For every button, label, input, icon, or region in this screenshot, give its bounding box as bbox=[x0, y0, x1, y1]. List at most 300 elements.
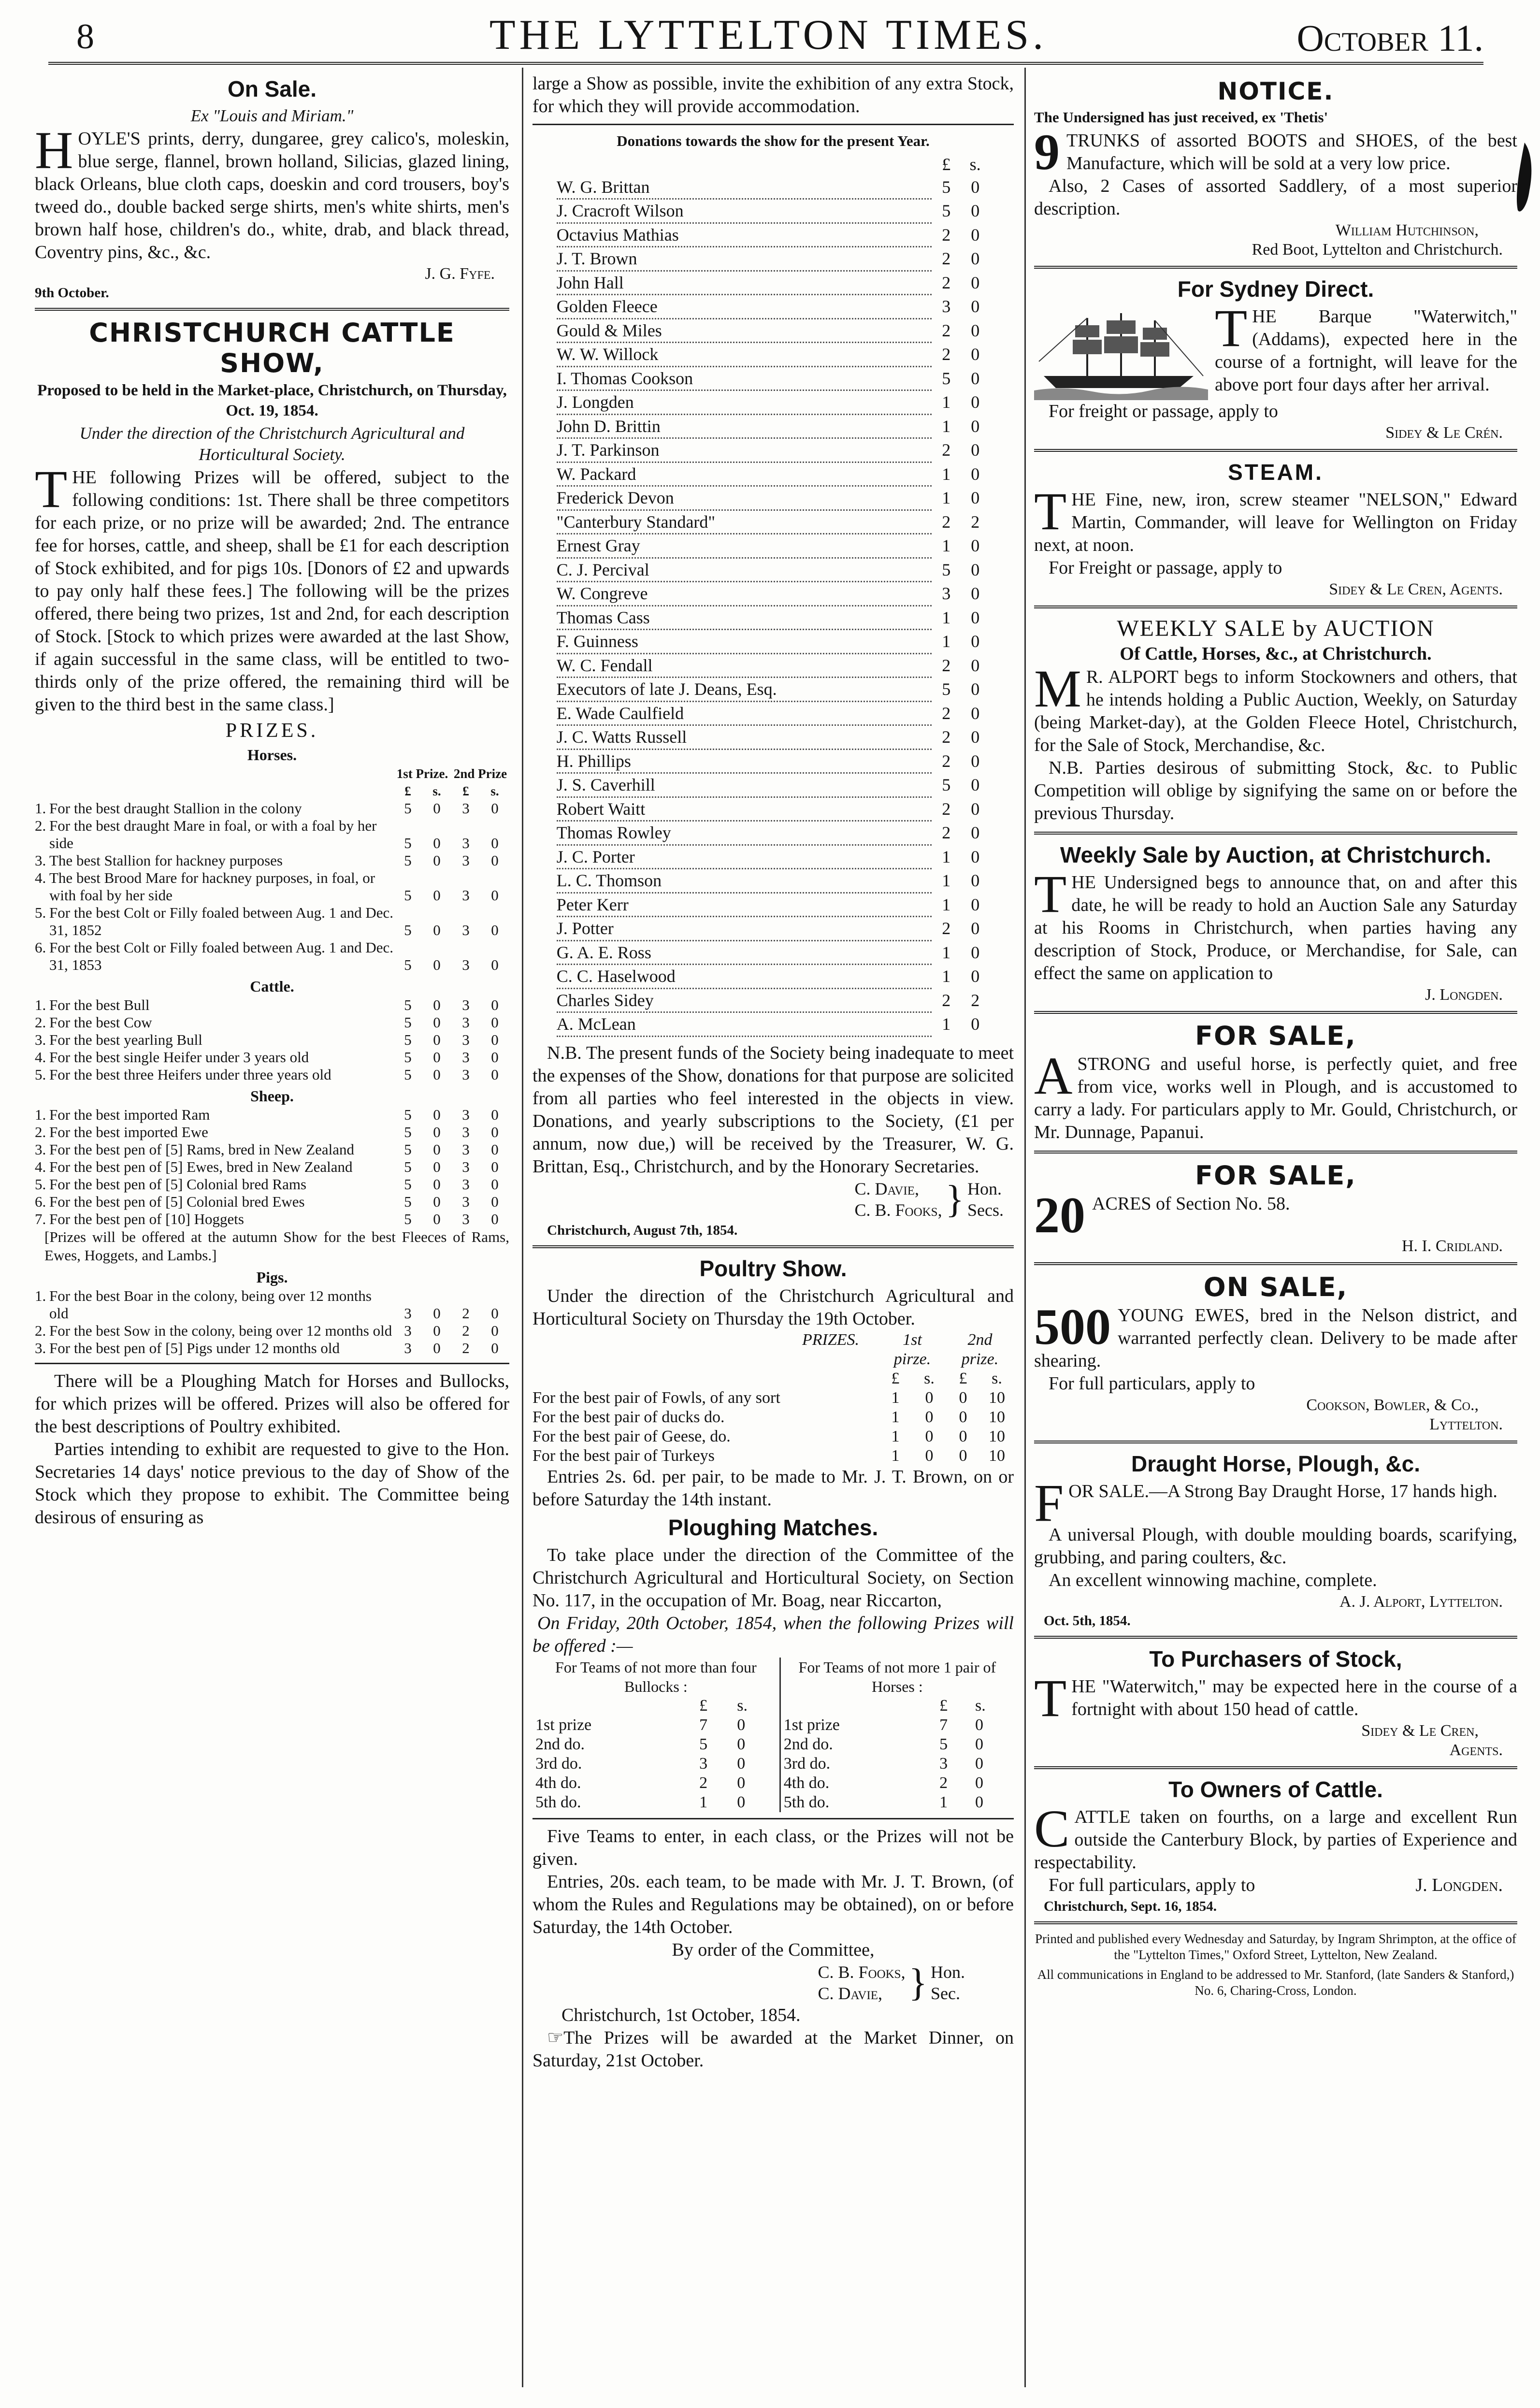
donation-pounds: 1 bbox=[942, 392, 951, 412]
first-prize-pounds: 5 bbox=[404, 1031, 412, 1048]
sydney-body: THE Barque "Waterwitch," (Addams), expected here in the course of a fortnight, will leave for the above port four days after her arrival. bbox=[1034, 305, 1517, 396]
donation-row bbox=[557, 582, 990, 606]
prizes-awarded-note: ☞The Prizes will be awarded at the Market Dinner, on Saturday, 21st October. bbox=[533, 2027, 1014, 2071]
donation-row bbox=[557, 749, 990, 773]
second-prize-shillings: 0 bbox=[491, 1124, 499, 1140]
donation-pounds: 1 bbox=[942, 464, 951, 484]
donation-row bbox=[557, 701, 990, 725]
first-prize-shillings: 0 bbox=[433, 1066, 441, 1083]
bullock-prize-shillings: 0 bbox=[737, 1793, 746, 1811]
first-prize-pounds: 3 bbox=[404, 1305, 412, 1322]
prize-row bbox=[35, 817, 509, 852]
prize-number: 4. bbox=[35, 869, 46, 886]
first-prize-pounds: 5 bbox=[404, 922, 412, 938]
donor-name: E. Wade Caulfield bbox=[557, 701, 932, 725]
donation-shillings: 0 bbox=[971, 177, 980, 197]
prize-row bbox=[35, 800, 509, 817]
prize-number: 2. bbox=[35, 817, 46, 834]
prize-description: For the best imported Ram bbox=[49, 1106, 210, 1123]
prize-number: 2. bbox=[35, 1014, 46, 1031]
prize-row bbox=[35, 996, 509, 1014]
second-prize-shillings: 0 bbox=[491, 956, 499, 973]
second-prize-shillings: 0 bbox=[491, 922, 499, 938]
donation-row bbox=[557, 821, 990, 845]
poultry-intro: Under the direction of the Christchurch Agricultural and Horticultural Society on Thursday the 19th October. bbox=[533, 1285, 1014, 1329]
auction-signature: J. Longden. bbox=[1425, 986, 1503, 1004]
prize-number: 2. bbox=[35, 1124, 46, 1140]
donations-heading: Donations towards the show for the present Year. bbox=[617, 132, 930, 149]
for-sale-heading-2: FOR SALE, bbox=[1195, 1160, 1356, 1191]
bullock-prize-shillings: 0 bbox=[737, 1774, 746, 1792]
steam-signature: Sidey & Le Cren, Agents. bbox=[1329, 580, 1503, 598]
donation-pounds: 2 bbox=[942, 345, 951, 364]
donation-shillings: 0 bbox=[971, 703, 980, 723]
on-sale-ewes-place: Lyttelton. bbox=[1429, 1415, 1503, 1433]
divider bbox=[533, 124, 1014, 125]
horses-table: 1st Prize. 2nd Prize £ s. £ s. 1. For the best draught Stallion in the colony 5 0 3 0 2. For the best draught Mare in foal, or with a foal by her side 5 0 3 0 3. The best Stallion for hackney purposes 5 0 3 0 4. The best Brood Mare for hackney purposes, in foal, or with foal by her side 5 0 3 0 5. For the best Colt or Filly foaled between Aug. 1 and Dec. 31, 1852 5 0 3 0 6. For the best Colt or Filly foaled between Aug. 1 and Dec. 31, 1853 5 0 3 0 bbox=[35, 765, 509, 974]
horse-prize-label: 1st prize bbox=[780, 1716, 936, 1735]
prize-description: For the best pen of [10] Hoggets bbox=[49, 1211, 244, 1227]
donation-pounds: 5 bbox=[942, 177, 951, 197]
on-sale-ewes-signature: Cookson, Bowler, & Co., bbox=[1306, 1396, 1479, 1414]
divider bbox=[1034, 1766, 1517, 1769]
donation-row bbox=[557, 247, 990, 271]
prize-description: For the best single Heifer under 3 years old bbox=[49, 1049, 309, 1066]
donor-name: F. Guinness bbox=[557, 630, 932, 654]
prize-number: 3. bbox=[35, 1141, 46, 1158]
donation-row bbox=[557, 438, 990, 462]
second-prize-shillings: 0 bbox=[491, 1066, 499, 1083]
notice-also: Also, 2 Cases of assorted Saddlery, of a most superior description. bbox=[1034, 176, 1517, 219]
bullock-prize-label: 5th do. bbox=[535, 1793, 581, 1811]
pointing-hand-icon: ☞ bbox=[547, 2027, 564, 2048]
second-prize-pounds: 0 bbox=[959, 1388, 967, 1407]
donor-name: Thomas Cass bbox=[557, 606, 932, 630]
donor-name: C. J. Percival bbox=[557, 558, 932, 582]
donation-pounds: 3 bbox=[942, 297, 951, 316]
second-prize-pounds: 3 bbox=[462, 1049, 470, 1066]
first-prize-shillings: 0 bbox=[433, 1014, 441, 1031]
draught-horse-body: FOR SALE.—A Strong Bay Draught Horse, 17 hands high. bbox=[1034, 1473, 1497, 1532]
donation-pounds: 2 bbox=[942, 990, 951, 1010]
first-prize-pounds: 5 bbox=[404, 1124, 412, 1140]
second-prize-shillings: 0 bbox=[491, 1193, 499, 1210]
column-divider bbox=[522, 68, 523, 2387]
on-sale-heading: On Sale. bbox=[227, 76, 317, 101]
fleece-note: [Prizes will be offered at the autumn Show for the best Fleeces of Rams, Ewes, Hoggets, and Lambs.] bbox=[44, 1228, 509, 1264]
donation-row bbox=[557, 390, 990, 415]
first-prize-shillings: 0 bbox=[433, 835, 441, 851]
bullock-prize-shillings: 0 bbox=[737, 1735, 746, 1753]
pigs-heading: Pigs. bbox=[256, 1269, 288, 1286]
donor-name: G. A. E. Ross bbox=[557, 940, 932, 965]
prize-description: For the best Colt or Filly foaled between Aug. 1 and Dec. 31, 1853 bbox=[49, 939, 394, 973]
first-prize-shillings: 0 bbox=[433, 1141, 441, 1158]
second-prize-shillings: 0 bbox=[491, 835, 499, 851]
second-prize-pounds: 3 bbox=[462, 1141, 470, 1158]
first-prize-shillings: 0 bbox=[433, 956, 441, 973]
first-prize-shillings: 0 bbox=[433, 887, 441, 904]
prize-row bbox=[35, 1158, 509, 1176]
donation-pounds: 2 bbox=[942, 440, 951, 460]
donation-pounds: 2 bbox=[942, 320, 951, 340]
donation-row bbox=[557, 988, 990, 1012]
first-prize-pounds: 5 bbox=[404, 996, 412, 1013]
second-prize-shillings: 0 bbox=[491, 1106, 499, 1123]
purchasers-body: THE "Waterwitch," may be expected here in the course of a fortnight with about 150 head of cattle. bbox=[1034, 1669, 1517, 1728]
ink-blot-icon bbox=[1515, 143, 1534, 215]
first-prize-pounds: 5 bbox=[404, 800, 412, 817]
donation-shillings: 0 bbox=[971, 345, 980, 364]
second-prize-shillings: 0 bbox=[491, 800, 499, 817]
donation-shillings: 0 bbox=[971, 273, 980, 292]
prize-number: 3. bbox=[35, 1340, 46, 1356]
prize-number: 5. bbox=[35, 1066, 46, 1083]
prize-number: 1. bbox=[35, 1106, 46, 1123]
poultry-row bbox=[533, 1427, 1014, 1446]
second-prize-pounds: 3 bbox=[462, 852, 470, 869]
donation-shillings: 0 bbox=[971, 584, 980, 603]
divider bbox=[1034, 266, 1517, 269]
prize-row bbox=[35, 939, 509, 974]
bullock-prize-pounds: 5 bbox=[699, 1735, 708, 1753]
donation-shillings: 0 bbox=[971, 799, 980, 819]
nb-date: Christchurch, August 7th, 1854. bbox=[547, 1222, 738, 1238]
donor-name: John D. Brittin bbox=[557, 414, 932, 438]
second-prize-shillings: 0 bbox=[491, 1305, 499, 1322]
donation-shillings: 0 bbox=[971, 560, 980, 579]
sheep-heading: Sheep. bbox=[250, 1087, 294, 1105]
cattle-heading: Cattle. bbox=[250, 978, 294, 995]
donation-row bbox=[557, 318, 990, 343]
prize-number: 1. bbox=[35, 800, 46, 817]
donation-shillings: 0 bbox=[971, 249, 980, 268]
donation-row bbox=[557, 630, 990, 654]
donor-name: W. C. Fendall bbox=[557, 653, 932, 678]
donor-name: Ernest Gray bbox=[557, 534, 932, 558]
first-prize-pounds: 5 bbox=[404, 1049, 412, 1066]
donor-name: Peter Kerr bbox=[557, 893, 932, 917]
for-sale-signature: H. I. Cridland. bbox=[1401, 1237, 1503, 1255]
first-prize-shillings: 0 bbox=[925, 1446, 934, 1465]
prize-description: For the best yearling Bull bbox=[49, 1031, 202, 1048]
column-2 bbox=[533, 72, 1014, 2392]
donation-shillings: 0 bbox=[971, 607, 980, 627]
donation-pounds: 5 bbox=[942, 560, 951, 579]
cattle-show-direction: Under the direction of the Christchurch Agricultural and Horticultural Society. bbox=[79, 424, 465, 464]
donation-shillings: 0 bbox=[971, 775, 980, 794]
cattle-show-body: THE following Prizes will be offered, subject to the following conditions: 1st. There shall be three competitors for each prize, or no prize will be awarded; 2nd. The entrance fee for horses, cattle, and sheep, shall be £1 for each description of Stock exhibited, and for pigs 10s. [Donors of £2 and upwards to pay only half these fees.] The following will be the prizes offered, there being two prizes, 1st and 2nd, for each description of Stock. [Stock to which prizes were awarded at the last Show, if again successful in the same class, will be entitled to two-thirds only of the prize offered, the remaining third will be given to the third best in the same class.] bbox=[35, 460, 509, 715]
first-prize-shillings: 0 bbox=[433, 800, 441, 817]
prize-description: For the best pen of [5] Colonial bred Rams bbox=[49, 1176, 307, 1193]
ploughing-row bbox=[533, 1793, 1014, 1812]
donor-name: J. C. Porter bbox=[557, 845, 932, 869]
donation-pounds: 5 bbox=[942, 201, 951, 220]
donor-name: Gould & Miles bbox=[557, 318, 932, 343]
second-prize-pounds: 3 bbox=[462, 1124, 470, 1140]
prize-description: For the best Bull bbox=[49, 996, 150, 1013]
notice-signature: William Hutchinson, bbox=[1335, 221, 1479, 239]
first-prize-shillings: 0 bbox=[433, 996, 441, 1013]
horse-prize-label: 3rd do. bbox=[780, 1754, 936, 1774]
first-prize-shillings: 0 bbox=[925, 1427, 934, 1445]
first-prize-shillings: 0 bbox=[925, 1408, 934, 1426]
donation-pounds: 1 bbox=[942, 1014, 951, 1034]
first-prize-shillings: 0 bbox=[433, 1124, 441, 1140]
purchasers-heading: To Purchasers of Stock, bbox=[1149, 1646, 1402, 1672]
poultry-row bbox=[533, 1446, 1014, 1466]
horse-prize-pounds: 2 bbox=[939, 1774, 948, 1792]
ploughing-entries: Entries, 20s. each team, to be made with Mr. J. T. Brown, (of whom the Rules and Regulations may be obtained), on or before Saturday, the 14th October. bbox=[533, 1871, 1014, 1937]
divider bbox=[1034, 606, 1517, 608]
second-prize-shillings: 0 bbox=[491, 1031, 499, 1048]
prize-number: 6. bbox=[35, 1193, 46, 1210]
donation-row bbox=[557, 534, 990, 558]
donation-shillings: 2 bbox=[971, 512, 980, 532]
first-prize-shillings: 0 bbox=[433, 852, 441, 869]
donation-shillings: 0 bbox=[971, 440, 980, 460]
donor-name: J. Potter bbox=[557, 917, 932, 941]
horse-prize-label: 4th do. bbox=[780, 1774, 936, 1793]
continued-paragraph: large a Show as possible, invite the exhibition of any extra Stock, for which they will provide accommodation. bbox=[533, 73, 1014, 116]
horse-prize-shillings: 0 bbox=[975, 1793, 984, 1811]
committee-signatures: C. B. Fooks, } Hon. C. Davie, Sec. bbox=[818, 1961, 965, 2004]
divider bbox=[35, 1363, 509, 1364]
donor-name: I. Thomas Cookson bbox=[557, 366, 932, 390]
england-communications: All communications in England to be addressed to Mr. Stanford, (late Sanders & Stanford,) No. 6, Charing-Cross, London. bbox=[1037, 1967, 1514, 1998]
first-prize-shillings: 0 bbox=[433, 1322, 441, 1339]
donor-name: "Canterbury Standard" bbox=[557, 510, 932, 534]
donation-row bbox=[557, 725, 990, 750]
second-prize-pounds: 0 bbox=[959, 1427, 967, 1445]
second-prize-pounds: 3 bbox=[462, 800, 470, 817]
donation-pounds: 1 bbox=[942, 632, 951, 651]
donor-name: W. Congreve bbox=[557, 582, 932, 606]
poultry-description: For the best pair of Turkeys bbox=[533, 1446, 715, 1465]
first-prize-shillings: 0 bbox=[433, 1340, 441, 1356]
donation-shillings: 0 bbox=[971, 392, 980, 412]
cattle-show-subtitle: Proposed to be held in the Market-place, Christchurch, on Thursday, Oct. 19, 1854. bbox=[37, 382, 507, 419]
second-prize-shillings: 0 bbox=[491, 887, 499, 904]
donation-row bbox=[557, 678, 990, 702]
donation-row bbox=[557, 797, 990, 821]
donation-pounds: 1 bbox=[942, 966, 951, 986]
donor-name: A. McLean bbox=[557, 1012, 932, 1037]
second-prize-pounds: 2 bbox=[462, 1322, 470, 1339]
donation-pounds: 1 bbox=[942, 488, 951, 507]
donation-shillings: 0 bbox=[971, 894, 980, 914]
donation-pounds: 2 bbox=[942, 655, 951, 675]
donation-shillings: 0 bbox=[971, 823, 980, 842]
donation-shillings: 0 bbox=[971, 751, 980, 771]
first-prize-pounds: 5 bbox=[404, 956, 412, 973]
bullock-prize-label: 3rd do. bbox=[535, 1754, 582, 1773]
horse-prize-shillings: 0 bbox=[975, 1754, 984, 1773]
donation-shillings: 0 bbox=[971, 679, 980, 699]
horse-prize-shillings: 0 bbox=[975, 1774, 984, 1792]
prize-number: 2. bbox=[35, 1322, 46, 1339]
donor-name: Robert Waitt bbox=[557, 797, 932, 821]
donation-shillings: 0 bbox=[971, 966, 980, 986]
horse-prize-pounds: 3 bbox=[939, 1754, 948, 1773]
donation-pounds: 2 bbox=[942, 249, 951, 268]
prize-row bbox=[35, 1106, 509, 1124]
donation-shillings: 0 bbox=[971, 536, 980, 555]
donor-name: J. T. Parkinson bbox=[557, 438, 932, 462]
first-prize-pounds: 5 bbox=[404, 852, 412, 869]
donor-name: J. S. Caverhill bbox=[557, 773, 932, 797]
first-prize-pounds: 1 bbox=[891, 1388, 900, 1407]
donor-name: J. C. Watts Russell bbox=[557, 725, 932, 750]
poultry-row bbox=[533, 1388, 1014, 1408]
prize-row bbox=[35, 1193, 509, 1211]
prize-description: For the best Colt or Filly foaled between Aug. 1 and Dec. 31, 1852 bbox=[49, 904, 394, 938]
ship-illustration-icon bbox=[1034, 308, 1208, 400]
donor-name: Golden Fleece bbox=[557, 295, 932, 319]
first-prize-pounds: 5 bbox=[404, 1066, 412, 1083]
divider bbox=[1034, 1262, 1517, 1265]
by-order: By order of the Committee, bbox=[672, 1939, 875, 1960]
prize-number: 6. bbox=[35, 939, 46, 956]
poultry-table: PRIZES. 1st 2nd pirze. prize. £ s. £ s. For the best pair of Fowls, of any sort 1 0 0 10 For the best pair of ducks do. 1 0 0 10 For the best pair of Geese, do. 1 0 0 10 For the best pair of Turkeys 1 0 0 10 bbox=[533, 1330, 1014, 1466]
donor-name: Thomas Rowley bbox=[557, 821, 932, 845]
first-prize-shillings: 0 bbox=[433, 1305, 441, 1322]
prize-row bbox=[35, 1176, 509, 1193]
weekly-sale-heading: WEEKLY SALE by AUCTION bbox=[1117, 616, 1435, 641]
prize-row bbox=[35, 1322, 509, 1340]
prize-description: For the best draught Mare in foal, or with a foal by her side bbox=[49, 817, 377, 851]
ploughing-date: On Friday, 20th October, 1854, when the following Prizes will be offered :— bbox=[533, 1613, 1014, 1656]
column-1 bbox=[35, 72, 509, 2392]
bullock-prize-pounds: 1 bbox=[699, 1793, 708, 1811]
first-prize-pounds: 5 bbox=[404, 1141, 412, 1158]
second-prize-shillings: 10 bbox=[989, 1446, 1005, 1465]
prize-description: For the best pen of [5] Ewes, bred in New Zealand bbox=[49, 1158, 353, 1175]
owners-body: CATTLE taken on fourths, on a large and excellent Run outside the Canterbury Block, by parties of Experience and respectability. bbox=[1034, 1799, 1517, 1873]
second-prize-pounds: 3 bbox=[462, 1176, 470, 1193]
first-prize-pounds: 5 bbox=[404, 1158, 412, 1175]
divider bbox=[1034, 832, 1517, 835]
ploughing-row bbox=[533, 1774, 1014, 1793]
donor-name: J. Cracroft Wilson bbox=[557, 199, 932, 223]
second-prize-shillings: 0 bbox=[491, 1176, 499, 1193]
donation-shillings: 0 bbox=[971, 727, 980, 747]
donation-row bbox=[557, 486, 990, 510]
second-prize-shillings: 0 bbox=[491, 852, 499, 869]
for-sale-horse: ASTRONG and useful horse, is perfectly quiet, and free from vice, works well in Plough, and is accustomed to carry a lady. For particulars apply to Mr. Gould, Christchurch, or Mr. Dunnage, Papanui. bbox=[1034, 1046, 1517, 1142]
donation-row bbox=[557, 414, 990, 438]
donor-name: H. Phillips bbox=[557, 749, 932, 773]
donor-name: W. W. Willock bbox=[557, 343, 932, 367]
first-prize-shillings: 0 bbox=[433, 1106, 441, 1123]
prize-number: 3. bbox=[35, 1031, 46, 1048]
second-prize-pounds: 0 bbox=[959, 1408, 967, 1426]
donation-pounds: 1 bbox=[942, 942, 951, 962]
bullock-prize-shillings: 0 bbox=[737, 1716, 746, 1734]
column-divider bbox=[1024, 68, 1026, 2387]
for-sale-acres: 20 ACRES of Section No. 58. bbox=[1034, 1187, 1290, 1243]
first-prize-pounds: 1 bbox=[891, 1446, 900, 1465]
donation-row bbox=[557, 366, 990, 390]
bullock-prize-shillings: 0 bbox=[737, 1754, 746, 1773]
auction-body: THE Undersigned begs to announce that, on and after this date, he will be ready to hold an Auction Sale any Saturday at his Rooms in Christchurch, when parties having any description of Stock, Produce, or Merchandise, for Sale, can effect the same on application to bbox=[1034, 865, 1517, 983]
donation-shillings: 0 bbox=[971, 464, 980, 484]
prize-description: For the best three Heifers under three years old bbox=[49, 1066, 331, 1083]
pigs-table bbox=[35, 1287, 509, 1357]
first-prize-pounds: 5 bbox=[404, 1176, 412, 1193]
purchasers-signature: Sidey & Le Cren, bbox=[1361, 1722, 1479, 1740]
prize-description: For the best Sow in the colony, being over 12 months old bbox=[49, 1322, 392, 1339]
donation-pounds: 1 bbox=[942, 847, 951, 866]
first-prize-shillings: 0 bbox=[433, 1176, 441, 1193]
donor-name: Octavius Mathias bbox=[557, 223, 932, 247]
second-prize-pounds: 3 bbox=[462, 996, 470, 1013]
sydney-heading: For Sydney Direct. bbox=[1177, 276, 1374, 302]
notice-body: 9 TRUNKS of assorted BOOTS and SHOES, of the best Manufacture, which will be sold at a very low price. bbox=[1034, 124, 1517, 180]
prize-row bbox=[35, 1049, 509, 1066]
prize-number: 7. bbox=[35, 1211, 46, 1227]
on-sale-signature: J. G. Fyfe. bbox=[425, 265, 495, 283]
second-prize-pounds: 3 bbox=[462, 835, 470, 851]
ploughing-row bbox=[533, 1735, 1014, 1754]
donation-pounds: 5 bbox=[942, 368, 951, 388]
prize-row bbox=[35, 904, 509, 939]
donation-shillings: 0 bbox=[971, 942, 980, 962]
steam-body: THE Fine, new, iron, screw steamer "NELSON," Edward Martin, Commander, will leave for Wellington on Friday next, at noon. bbox=[1034, 482, 1517, 555]
on-sale-ewes-body: 500 YOUNG EWES, bred in the Nelson district, and warranted perfectly clean. Delivery to be made after shearing. bbox=[1034, 1298, 1517, 1371]
steam-heading: STEAM. bbox=[1228, 460, 1324, 485]
ploughing-note: There will be a Ploughing Match for Horses and Bullocks, for which prizes will be offered. Prizes will also be offered for the best descriptions of Poultry exhibited. bbox=[35, 1371, 509, 1437]
horses-heading: Horses. bbox=[247, 746, 297, 764]
draught-horse-heading: Draught Horse, Plough, &c. bbox=[1131, 1451, 1421, 1476]
draught-date: Oct. 5th, 1854. bbox=[1044, 1613, 1131, 1629]
donation-shillings: 0 bbox=[971, 416, 980, 436]
horse-prize-pounds: 1 bbox=[939, 1793, 948, 1811]
donor-name: J. T. Brown bbox=[557, 247, 932, 271]
donation-pounds: 5 bbox=[942, 775, 951, 794]
nb-paragraph: N.B. The present funds of the Society being inadequate to meet the expenses of the Show, donations for that purpose are solicited from all parties who feel interested in the objects in view. Donations, and yearly subscriptions to the Society, (£1 per annum, now due,) will be received by the Treasurer, W. G. Brittan, Esq., Christchurch, and by the Honorary Secretaries. bbox=[533, 1042, 1014, 1177]
prize-description: For the best pen of [5] Rams, bred in New Zealand bbox=[49, 1141, 355, 1158]
donation-shillings: 0 bbox=[971, 488, 980, 507]
prize-number: 3. bbox=[35, 852, 46, 869]
second-prize-shillings: 10 bbox=[989, 1408, 1005, 1426]
donation-pounds: 2 bbox=[942, 919, 951, 938]
donation-shillings: 0 bbox=[971, 225, 980, 245]
first-prize-pounds: 1 bbox=[891, 1427, 900, 1445]
prize-row bbox=[35, 869, 509, 904]
donation-shillings: 2 bbox=[971, 990, 980, 1010]
divider bbox=[1034, 1011, 1517, 1014]
draught-plough: A universal Plough, with double moulding boards, scarifying, grubbing, and paring coulters, &c. bbox=[1034, 1525, 1517, 1568]
poultry-heading: Poultry Show. bbox=[699, 1255, 847, 1281]
first-prize-pounds: 5 bbox=[404, 1211, 412, 1227]
donation-shillings: 0 bbox=[971, 1014, 980, 1034]
donation-shillings: 0 bbox=[971, 847, 980, 866]
divider bbox=[1034, 449, 1517, 452]
auction-heading: Weekly Sale by Auction, at Christchurch. bbox=[1060, 842, 1492, 867]
donation-row bbox=[557, 271, 990, 295]
first-prize-pounds: 5 bbox=[404, 1193, 412, 1210]
donation-row bbox=[557, 845, 990, 869]
second-prize-shillings: 0 bbox=[491, 1340, 499, 1356]
first-prize-pounds: 5 bbox=[404, 1014, 412, 1031]
donor-name: John Hall bbox=[557, 271, 932, 295]
bullock-prize-label: 2nd do. bbox=[535, 1735, 585, 1753]
prize-description: The best Brood Mare for hackney purposes, in foal, or with foal by her side bbox=[49, 869, 375, 904]
second-prize-pounds: 2 bbox=[462, 1340, 470, 1356]
donation-row bbox=[557, 773, 990, 797]
first-prize-pounds: 5 bbox=[404, 1106, 412, 1123]
